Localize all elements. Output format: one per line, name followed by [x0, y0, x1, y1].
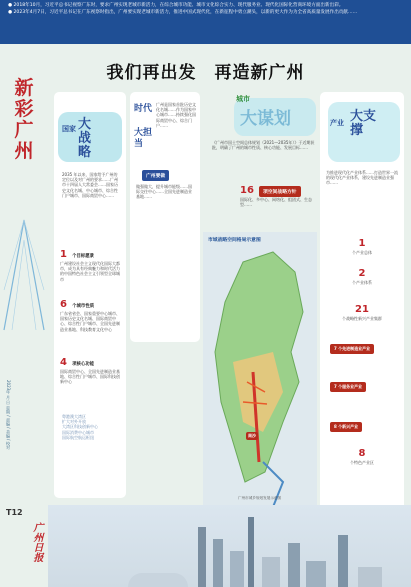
- panel2-title-big: 大担当: [134, 128, 153, 149]
- bridge-illustration-icon: [0, 180, 48, 380]
- stat-number: 21: [355, 304, 369, 315]
- panel4-stat-3: [326, 304, 398, 321]
- item-text: 广东省省会、国家重要中心城市、国家历史文化名城、国际商贸中心、综合性门户城市、全国先进制造业基地、科技教育文化中心: [60, 311, 120, 332]
- panel4-intro: 为推进现代化产业体系……打造世界一流的现代化产业体系，建设先进制造业强市……: [326, 170, 398, 186]
- building: [306, 561, 326, 587]
- canton-tower: [248, 517, 254, 587]
- stat-number: 16: [240, 185, 254, 196]
- stat-label: 个产业体系: [352, 280, 372, 285]
- panel2-body: 做强做大，提升城市能级……国际交往中心……全国先进制造业基地……: [136, 184, 192, 200]
- stat-label: 个产业总体: [352, 250, 372, 255]
- panel4-sub-2: 7 个服务业产业: [330, 382, 366, 392]
- item-text: 广州建设社会主义现代化国际大都市，成为具有经典魅力和时代活力的中国特色社会主义引领型全球城市: [60, 261, 120, 282]
- top-band-line-2: ● 2023年4月7日，习近平总书记在广东视察时指出，广州要实现老城市新活力，推进中国式现代化，在新征程中勇立潮头，以新的更大作为为全省高质量发展作出贡献……: [8, 10, 358, 15]
- stat-label: 个特色产业区: [350, 460, 374, 465]
- stat-label: 个战略性新兴产业集群: [342, 316, 382, 321]
- panel4-title-big: 大支撑: [350, 109, 377, 138]
- building: [262, 557, 280, 587]
- item-number: 1: [60, 249, 67, 260]
- panel4-sub-3: 8 个新兴产业: [330, 422, 362, 432]
- top-band-line-1: ● 2018年10月，习近平总书记视察广东时，要求广州实现老城市新活力，在综合城市功能、城市文化综合实力、现代服务业、现代化国际化营商环境方面出新出彩。: [8, 3, 344, 8]
- panel3-title-small: 城市: [236, 94, 250, 103]
- item-label: 项核心功能: [72, 362, 95, 367]
- panel4-stat-2: [326, 268, 398, 285]
- item-number: 6: [60, 299, 67, 310]
- stat-number: 8: [358, 448, 366, 459]
- tower-building: [198, 527, 206, 587]
- panel2-tag: 广州要做: [142, 170, 169, 181]
- map-label-south: 南沙: [248, 433, 256, 438]
- panel1-footer-list: 粤港澳大湾区 扩大对外开放 大湾区科技创新中心 国际消费中心城市 国际航空航运枢纽: [62, 414, 98, 440]
- panel1-item-3: [60, 350, 120, 385]
- panel-era-responsibility: [130, 92, 200, 342]
- panel3-text: 《广州市国土空间总体规划（2021—2035年）》于近期获批，明确了广州的城市性质、核心功能、发展目标……: [212, 140, 315, 151]
- map-note: 广州市城乡规划发展示意图: [238, 496, 282, 500]
- panel4-title-small: 产业: [330, 118, 344, 127]
- building: [213, 539, 223, 587]
- item-label: 个目标愿景: [72, 254, 95, 259]
- masthead-char-3: 广: [14, 119, 34, 141]
- panel1-title-small: 国家: [62, 124, 76, 133]
- item-text: 国际商贸中心、全国先进制造业基地、综合性门户城市、国际科技创新中心: [60, 369, 120, 385]
- opera-house: [128, 573, 188, 587]
- panel3-stat: [240, 178, 316, 207]
- masthead-char-1: 新: [14, 77, 34, 99]
- stat-number: 1: [358, 238, 366, 249]
- panel-national-strategy: [54, 92, 126, 498]
- panel4-sub-1: 7 个先进制造业产业: [330, 344, 374, 354]
- item-label: 个城市性质: [72, 304, 95, 309]
- city-skyline-photo: [48, 505, 411, 587]
- stat-text: 国际化、多中心、网络化、组团式、生态型……: [240, 197, 312, 208]
- stat-label: 项空间战略方针: [259, 186, 301, 197]
- building: [338, 535, 348, 587]
- page-headline: 我们再出发 再造新广州: [106, 63, 305, 83]
- guangzhou-map-illustration: [203, 232, 317, 514]
- panel2-intro: 广州是国家首批历史文化名城……作为国家中心城市……持续强化国际商贸中心、综合门户……: [156, 102, 196, 128]
- building: [230, 551, 244, 587]
- panel1-item-2: [60, 292, 120, 332]
- panel3-title-big: 大谋划: [240, 109, 291, 129]
- masthead-char-2: 彩: [14, 98, 34, 120]
- panel-industry-support: [320, 92, 404, 522]
- panel4-stat-4: [326, 448, 398, 465]
- panel1-intro: 2035 年以来，国家给予广州的定位以及对广州的要求……广州市十四届人大常委会……国家历史文化名城、中心城市、综合性门户城市、国际商贸中心……: [62, 172, 118, 198]
- panel2-title-small: 时代: [134, 104, 153, 114]
- map-title: 市域战略空间格局示意图: [208, 238, 261, 243]
- building: [358, 567, 382, 587]
- panel4-stat-1: [326, 238, 398, 255]
- panel1-title-big: 大战略: [78, 117, 92, 160]
- page-number: T12: [6, 508, 23, 517]
- masthead-title: [5, 78, 43, 162]
- newspaper-logo: 广州日报: [31, 522, 42, 562]
- masthead-char-4: 州: [14, 140, 34, 162]
- panel1-item-1: [60, 242, 120, 282]
- building: [288, 543, 300, 587]
- stat-number: 2: [358, 268, 366, 279]
- strategic-map: [203, 232, 317, 514]
- item-number: 4: [60, 357, 67, 368]
- page-info-vertical: 2023年 月 日 星期 / 责编 / 美编 / 校对: [6, 380, 11, 450]
- top-news-band: [0, 0, 411, 44]
